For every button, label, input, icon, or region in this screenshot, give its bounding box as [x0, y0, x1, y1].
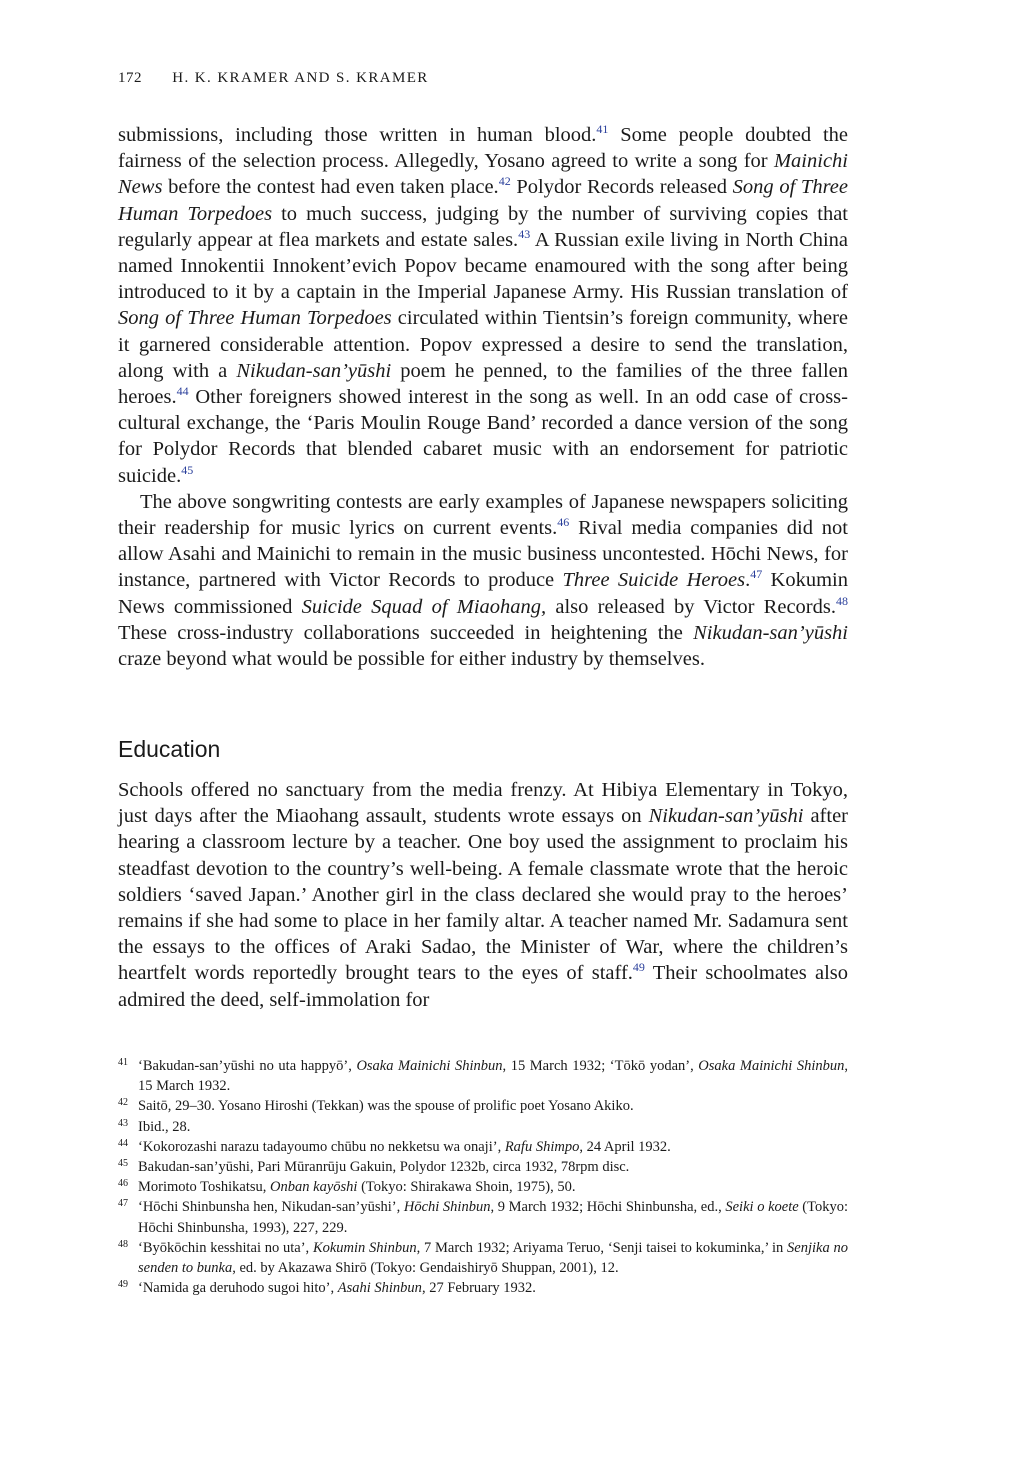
text-run: Kokumin News commissioned	[118, 569, 849, 618]
text-run: ‘Hōchi Shinbunsha hen, Nikudan-san’yūshi’,	[138, 1199, 404, 1216]
italic-title: Nikudan-san’yūshi	[236, 359, 392, 382]
footnote-ref[interactable]: 41	[596, 122, 609, 137]
text-run: Their schoolmates also admired the deed, self-immolation for	[118, 962, 848, 1011]
footnote-number: 43	[118, 1117, 128, 1129]
text-run: , ed. by Akazawa Shirō (Tokyo: Gendaishiryō Shuppan, 2001), 12.	[232, 1260, 619, 1277]
text-run: ‘Byōkōchin kesshitai no uta’,	[138, 1239, 313, 1256]
text-run: (Tokyo: Hōchi Shinbunsha, 1993), 227, 229.	[138, 1199, 849, 1236]
text-run: Ibid., 28.	[138, 1118, 191, 1135]
text-run: , 7 March 1932; Ariyama Teruo, ‘Senji taisei to kokuminka,’ in	[416, 1239, 788, 1256]
footnote-number: 48	[118, 1238, 128, 1250]
page-number: 172	[118, 70, 142, 86]
section-heading: Education	[118, 736, 221, 762]
footnote-number: 49	[118, 1279, 128, 1291]
footnote	[118, 1117, 848, 1137]
footnote-number: 47	[118, 1198, 128, 1210]
footnote-number: 41	[118, 1057, 128, 1068]
italic-title: Osaka Mainichi Shinbun	[356, 1058, 503, 1074]
italic-title: Suicide Squad of Miaohang,	[301, 595, 547, 618]
italic-title: Senjika no senden to bunka	[138, 1239, 848, 1277]
footnote-number: 44	[118, 1137, 128, 1149]
text-run: Morimoto Toshikatsu,	[138, 1179, 271, 1196]
italic-title: Song of Three Human Torpedoes	[118, 307, 392, 330]
text-run: Other foreigners showed interest in the song as well. In an odd case of cross-cultural exchange, the ‘Paris Moulin Rouge Band’ recorded a dance version of the song for Polydor Records that blended cabaret music with an endorsement for patriotic suicide.	[118, 386, 848, 487]
italic-title: Song of Three Human Torpedoes	[118, 176, 849, 225]
text-run: , 15 March 1932; ‘Tōkō yodan’,	[502, 1058, 699, 1074]
footnote-ref[interactable]: 46	[557, 515, 570, 530]
footnote	[118, 1238, 848, 1278]
text-run: also released by Victor Records.	[546, 595, 836, 618]
italic-title: Three Suicide Heroes	[562, 569, 746, 592]
paragraph	[118, 489, 848, 672]
text-run: circulated within Tientsin’s foreign community, where it garnered considerable attention. Popov expressed a desire to send the translation, along with a	[118, 307, 848, 382]
body-text-top	[118, 122, 848, 672]
text-run: , 15 March 1932.	[138, 1058, 848, 1095]
text-run: ‘Bakudan-san’yūshi no uta happyō’,	[138, 1058, 357, 1074]
footnote-ref[interactable]: 49	[632, 960, 645, 975]
text-run: submissions, including those written in human blood.	[118, 124, 597, 146]
footnote	[118, 1096, 848, 1116]
footnote-ref[interactable]: 43	[518, 226, 531, 241]
running-head	[118, 70, 429, 87]
footnote-ref[interactable]: 42	[498, 174, 511, 189]
footnote-number: 46	[118, 1178, 128, 1190]
text-run: Saitō, 29–30. Yosano Hiroshi (Tekkan) was the spouse of prolific poet Yosano Akiko.	[138, 1098, 634, 1115]
text-run: These cross-industry collaborations succeeded in heightening the	[118, 621, 694, 644]
text-run: Rival media companies did not allow Asahi and Mainichi to remain in the music business uncontested. Hōchi News, for instance, partnered with Victor Records to produce	[118, 517, 848, 592]
text-run: ‘Namida ga deruhodo sugoi hito’,	[138, 1280, 338, 1297]
text-run: to much success, judging by the number of surviving copies that regularly appear at flea markets and estate sales.	[118, 202, 848, 251]
italic-title: Nikudan-san’yūshi	[693, 621, 848, 644]
text-run: (Tokyo: Shirakawa Shoin, 1975), 50.	[357, 1179, 576, 1196]
text-run: , 9 March 1932; Hōchi Shinbunsha, ed.,	[490, 1199, 726, 1216]
paragraph	[118, 777, 848, 1013]
text-run: , 24 April 1932.	[579, 1138, 671, 1155]
footnote-ref[interactable]: 45	[181, 462, 194, 477]
footnotes	[118, 1056, 848, 1298]
italic-title: Asahi Shinbun	[337, 1280, 422, 1297]
footnote	[118, 1177, 848, 1197]
italic-title: Rafu Shimpo	[504, 1138, 580, 1155]
text-run: Schools offered no sanctuary from the media frenzy. At Hibiya Elementary in Tokyo, just days after the Miaohang assault, students wrote essays on	[118, 779, 848, 828]
italic-title: Mainichi News	[118, 150, 848, 199]
footnote-number: 45	[118, 1158, 128, 1170]
footnote	[118, 1157, 848, 1177]
footnote	[118, 1056, 848, 1096]
footnote	[118, 1137, 848, 1157]
italic-title: Onban kayōshi	[270, 1179, 358, 1196]
italic-title: Osaka Mainichi Shinbun	[698, 1058, 845, 1074]
body-text-education	[118, 777, 848, 1013]
text-run: before the contest had even taken place.	[162, 176, 499, 199]
footnote-number: 42	[118, 1097, 128, 1109]
footnote-ref[interactable]: 48	[836, 593, 848, 608]
text-run: .	[745, 569, 751, 592]
paragraph	[118, 122, 848, 489]
italic-title: Nikudan-san’yūshi	[648, 805, 804, 828]
footnote	[118, 1278, 848, 1298]
text-run: , 27 February 1932.	[421, 1280, 536, 1297]
text-run: poem he penned, to the families of the three fallen heroes.	[118, 359, 848, 409]
footnote	[118, 1197, 848, 1237]
text-run: Bakudan-san’yūshi, Pari Mūranrūju Gakuin, Polydor 1232b, circa 1932, 78rpm disc.	[138, 1159, 630, 1176]
text-run: ‘Kokorozashi narazu tadayoumo chūbu no nekketsu wa onaji’,	[138, 1138, 505, 1155]
italic-title: Hōchi Shinbun	[403, 1199, 491, 1216]
text-run: Polydor Records released	[510, 176, 733, 199]
text-run: The above songwriting contests are early examples of Japanese newspapers soliciting their readership for music lyrics on current events.	[118, 490, 848, 540]
footnote-ref[interactable]: 44	[176, 384, 189, 399]
text-run: after hearing a classroom lecture by a teacher. One boy used the assignment to proclaim his steadfast devotion to the country’s well-being. A female classmate wrote that the heroic soldiers ‘saved Japan.’ Another girl in the class declared she would pray to the heroes’ remains if she had some to place in her family altar. A teacher named Mr. Sadamura sent the essays to the offices of Araki Sadao, the Minister of War, where the children’s heartfelt words reportedly brought tears to the eyes of staff.	[118, 805, 848, 985]
italic-title: Kokumin Shinbun	[312, 1239, 417, 1256]
italic-title: Seiki o koete	[725, 1199, 799, 1216]
text-run: craze beyond what would be possible for either industry by themselves.	[118, 648, 705, 671]
text-run: A Russian exile living in North China named Innokentii Innokent’evich Popov became enamoured with the song after being introduced to it by a captain in the Imperial Japanese Army. His Russian translation of	[118, 228, 848, 304]
text-run: Some people doubted the fairness of the selection process. Allegedly, Yosano agreed to write a song for	[118, 124, 848, 173]
running-head-authors: H. K. KRAMER AND S. KRAMER	[172, 70, 429, 86]
footnote-ref[interactable]: 47	[750, 567, 763, 582]
